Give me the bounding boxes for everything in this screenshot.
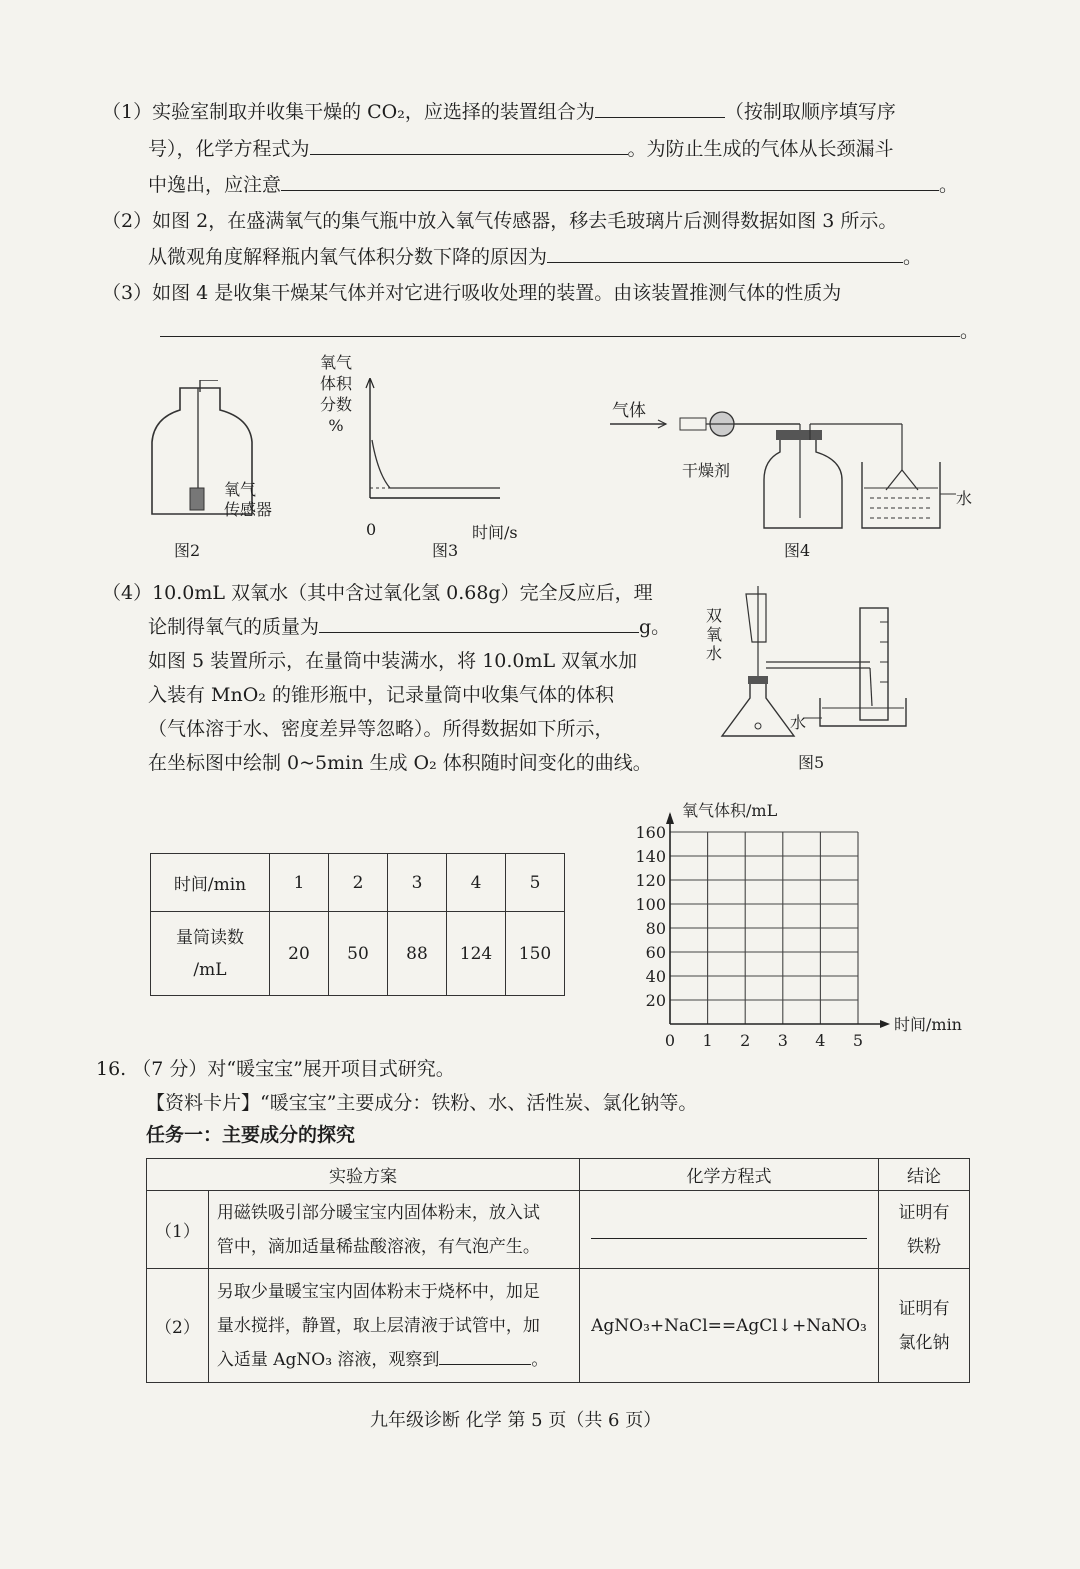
table-row [147,1159,970,1191]
conclusion-cell: 证明有 氯化钠 [879,1269,970,1383]
q15-part4-line2: 论制得氧气的质量为 g。 [148,616,671,638]
sensor-label: 氧气 传感器 [224,480,273,519]
desiccant-label: 干燥剂 [682,461,731,480]
reading-cell: 124 [447,912,506,996]
table-row [147,1191,970,1269]
q15-part4-line5: （气体溶于水、密度差异等忽略）。所得数据如下所示， [148,718,614,740]
fig3-origin: 0 [366,520,377,539]
y-axis-label: 氧气体积/mL [682,801,778,820]
reading-header: 量筒读数 /mL [151,912,270,996]
q16-title: 16. （7 分）对“暖宝宝”展开项目式研究。 [96,1058,455,1080]
h2o2-label: 双 氧 水 [706,606,723,663]
q15-part1-line1: （1）实验室制取并收集干燥的 CO₂，应选择的装置组合为 （按制取顺序填写序 [102,101,896,123]
header-plan: 实验方案 [147,1159,580,1191]
reading-cell: 150 [506,912,565,996]
x-tick-label: 4 [815,1031,826,1050]
q15-part2-line2: 从微观角度解释瓶内氧气体积分数下降的原因为 。 [148,246,923,268]
figure-5-caption: 图5 [798,753,825,772]
q15-part1-line3: 中逸出，应注意 。 [148,174,959,196]
y-axis-arrow [666,812,674,824]
answer-blank[interactable] [310,140,628,155]
conclusion-cell: 证明有 铁粉 [879,1191,970,1269]
answer-blank[interactable] [439,1350,531,1365]
fig4-water-label: 水 [956,489,973,508]
q15-part3-line1: （3）如图 4 是收集干燥某气体并对它进行吸收处理的装置。由该装置推测气体的性质为 [102,282,842,304]
reading-cell: 20 [270,912,329,996]
time-cell: 5 [506,854,565,912]
q15-part4-line1: （4）10.0mL 双氧水（其中含过氧化氢 0.68g）完全反应后，理 [102,582,653,604]
x-tick-label: 2 [740,1031,751,1050]
q15-part1-line2: 号），化学方程式为 。为防止生成的气体从长颈漏斗 [148,138,894,160]
y-tick-label: 140 [635,847,666,866]
table-row [151,854,565,912]
row-number: （2） [147,1269,209,1383]
q16-task-title: 任务一：主要成分的探究 [146,1124,356,1146]
q15-part4-line6: 在坐标图中绘制 0~5min 生成 O₂ 体积随时间变化的曲线。 [148,752,652,774]
y-tick-label: 120 [635,871,666,890]
x-axis-label: 时间/min [894,1015,962,1034]
y-tick-label: 160 [635,823,666,842]
answer-blank[interactable] [591,1216,867,1239]
header-conclusion: 结论 [879,1159,970,1191]
table-row [147,1269,970,1383]
time-cell: 1 [270,854,329,912]
q15-part4-line3: 如图 5 装置所示，在量筒中装满水，将 10.0mL 双氧水加 [148,650,638,672]
fig5-water-label: 水 [790,713,807,732]
answer-blank[interactable] [595,103,725,118]
figure-3-caption: 图3 [432,541,459,560]
time-cell: 3 [388,854,447,912]
row-number: （1） [147,1191,209,1269]
figure-3-graph [360,378,510,518]
table-row [151,912,565,996]
experiment-table [146,1158,970,1383]
q15-part3-line2: 。 [160,320,979,342]
y-tick-label: 80 [645,919,666,938]
reading-cell: 88 [388,912,447,996]
y-tick-label: 60 [645,943,666,962]
volume-data-table [150,853,565,996]
q16-data-card: 【资料卡片】“暖宝宝”主要成分：铁粉、水、活性炭、氯化钠等。 [146,1092,698,1114]
y-tick-label: 100 [635,895,666,914]
answer-blank[interactable] [547,248,903,263]
figure-4-caption: 图4 [784,541,811,560]
header-equation: 化学方程式 [580,1159,879,1191]
figure-2-gas-bottle [140,380,300,560]
answer-blank[interactable] [281,176,939,191]
y-tick-label: 40 [645,967,666,986]
plan-cell: 另取少量暖宝宝内固体粉末于烧杯中，加足 量水搅拌，静置，取上层清液于试管中，加 入适量 AgNO₃ 溶液，观察到 。 [208,1269,579,1383]
q15-part4-line4: 入装有 MnO₂ 的锥形瓶中，记录量筒中收集气体的体积 [148,684,614,706]
x-tick-label: 0 [664,1031,676,1050]
fig3-y-label: 氧气 体积 分数 % [320,353,353,435]
x-tick-label: 3 [777,1031,788,1050]
fig3-x-label: 时间/s [472,523,518,542]
plan-cell: 用磁铁吸引部分暖宝宝内固体粉末，放入试 管中，滴加适量稀盐酸溶液，有气泡产生。 [208,1191,579,1269]
x-tick-label: 5 [852,1031,864,1050]
reading-cell: 50 [329,912,388,996]
q15-part2-line1: （2）如图 2，在盛满氧气的集气瓶中放入氧气传感器，移去毛玻璃片后测得数据如图 3 所示。 [102,210,898,232]
y-tick-label: 20 [645,991,666,1010]
time-header: 时间/min [151,854,270,912]
page-footer: 九年级诊断 化学 第 5 页（共 6 页） [370,1410,662,1431]
answer-blank[interactable] [160,322,960,337]
time-cell: 4 [447,854,506,912]
time-cell: 2 [329,854,388,912]
x-axis-arrow [880,1020,890,1028]
equation-cell [580,1191,879,1269]
figure-5-apparatus [720,586,920,746]
answer-blank[interactable] [319,618,639,633]
figure-4-apparatus [610,400,973,540]
x-tick-label: 1 [702,1031,713,1050]
oxygen-volume-grid-chart[interactable] [630,792,990,1054]
figure-2-caption: 图2 [174,541,201,560]
equation-cell: AgNO₃+NaCl==AgCl↓+NaNO₃ [580,1269,879,1383]
fig4-gas-label: 气体 [612,401,646,421]
